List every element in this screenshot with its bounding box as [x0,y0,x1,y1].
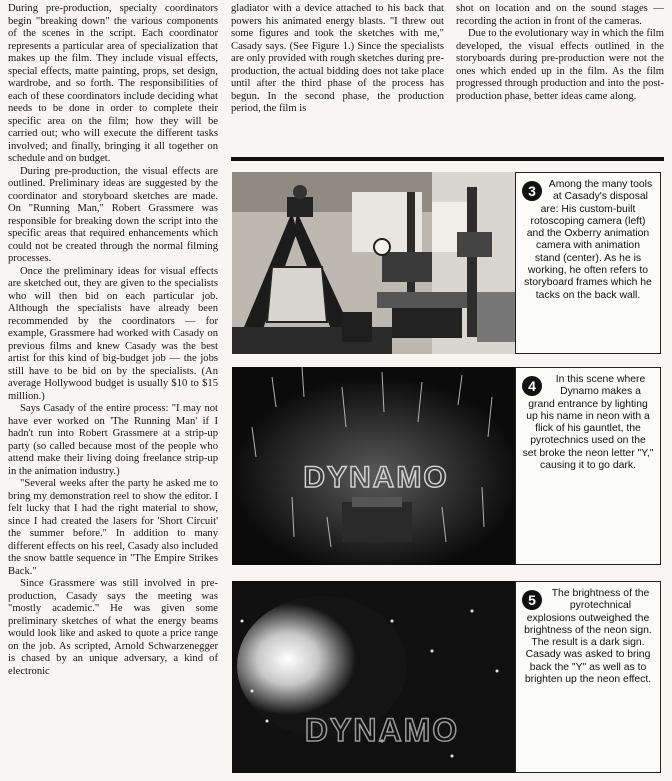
figure-5-sign-text: DYNAMO [304,712,460,748]
middle-text-column [231,3,444,165]
figure-4-caption [515,367,661,565]
left-paragraph-3: Once the preliminary ideas for visual effects are sketched out, they are given to the specialists who will then bid on each particular job. Although the specialists have already been recommended by the coordinators — for example, Grassmere had worked with Casady on previous films and knew Casady was the best artist for this kind of big-budget job — the jobs still have to be bid on by the specialists. (An average Hollywood budget is usually $10 to $15 million.) [8,265,218,402]
figure-3-caption-text: Among the many tools at Casady's disposal are: His custom-built rotoscoping camera (left) and the Oxberry animation camera with animation stand (center). As he is working, he often refers to storyboard frames which he tacks on the back wall. [524,179,653,301]
figure-3-photo [232,172,520,354]
figure-3-caption [515,172,661,354]
left-paragraph-1: During pre-production, specialty coordinators begin "breaking down" the various components of the scenes in the script. Each coordinator represents a particular area of specialization that makes up the film. They include visual effects, special effects, matte painting, props, set design, wardrobe, and so forth. The responsibilities of each of these coordinators include deciding what needs to be done in order to complete their specific area on the film; how they will be carried out; who will execute the different tasks involved; and finally, bringing it all together on schedule and on budget. [8,3,218,164]
figure-4-photo [232,367,520,565]
figure-4-caption-text: In this scene where Dynamo makes a grand entrance by lighting up his name in neon with a flick of his gauntlet, the pyrotechnics used on the set broke the neon letter "Y," causing it to go dark. [522,374,654,472]
left-paragraph-2: During pre-production, the visual effects are outlined. Preliminary ideas are suggested by the coordinator and storyboard sketches are made. On "Running Man," Robert Grassmere was responsible for breaking down the script into the specific areas that required enhancements which could not be created through the normal filming processes. [8,165,218,264]
right-paragraph-1: shot on location and on the sound stages — recording the action in front of the cameras. [456,3,664,27]
figure-4-sign-text: DYNAMO [303,461,449,494]
figure-3-number: 3 [522,181,542,201]
middle-paragraph-1: gladiator with a device attached to his back that powers his animated energy blasts. "I threw out some figures and took the sketches with me," Casady says. (See Figure 1.) Since the specialists are only provided with rough sketches during pre-production, the actual bidding does not take place until after the third phase of the process has begun. In the second phase, the production period, the film is [231,3,444,114]
left-paragraph-4: Says Casady of the entire process: "I may not have ever worked on 'The Running Man' if I hadn't run into Robert Grassmere at a strip-up party (so called because most of the people who attend make their living doing freelance strip-up in the animation industry.) [8,403,218,477]
right-paragraph-2: Due to the evolutionary way in which the film developed, the visual effects outlined in the storyboards during pre-production were not the ones which ended up in the film. As the film progressed through production and into the post-production phase, better ideas came along. [456,28,664,102]
figure-5-caption-text: The brightness of the pyrotechnical explosions outweighed the brightness of the neon sign. The result is a dark sign. Casady was asked to bring back the "Y" as well as to brighten up the neon effect. [524,588,652,686]
figure-5-number: 5 [522,590,542,610]
left-text-column [8,3,218,779]
right-text-column [456,3,664,165]
figure-5-caption [515,581,661,773]
section-divider [231,157,664,161]
figure-4-number: 4 [522,376,542,396]
left-paragraph-6: Since Grassmere was still involved in pre-production, Casady says the meeting was "mostly academic." He was given some preliminary sketches of what the energy beams would look like and asked to quote a price range on the job. As scripted, Arnold Schwarzenegger is chased by an unique adversary, a kind of electronic [8,578,218,677]
left-paragraph-5: "Several weeks after the party he asked me to bring my demonstration reel to show the editor. I felt lucky that I had the right material to show, since I had created the lasers for 'Short Circuit' the summer before." In addition to many different effects on his reel, Casady also included the snow battle sequence in "The Empire Strikes Back." [8,478,218,577]
figure-5-photo [232,581,520,773]
